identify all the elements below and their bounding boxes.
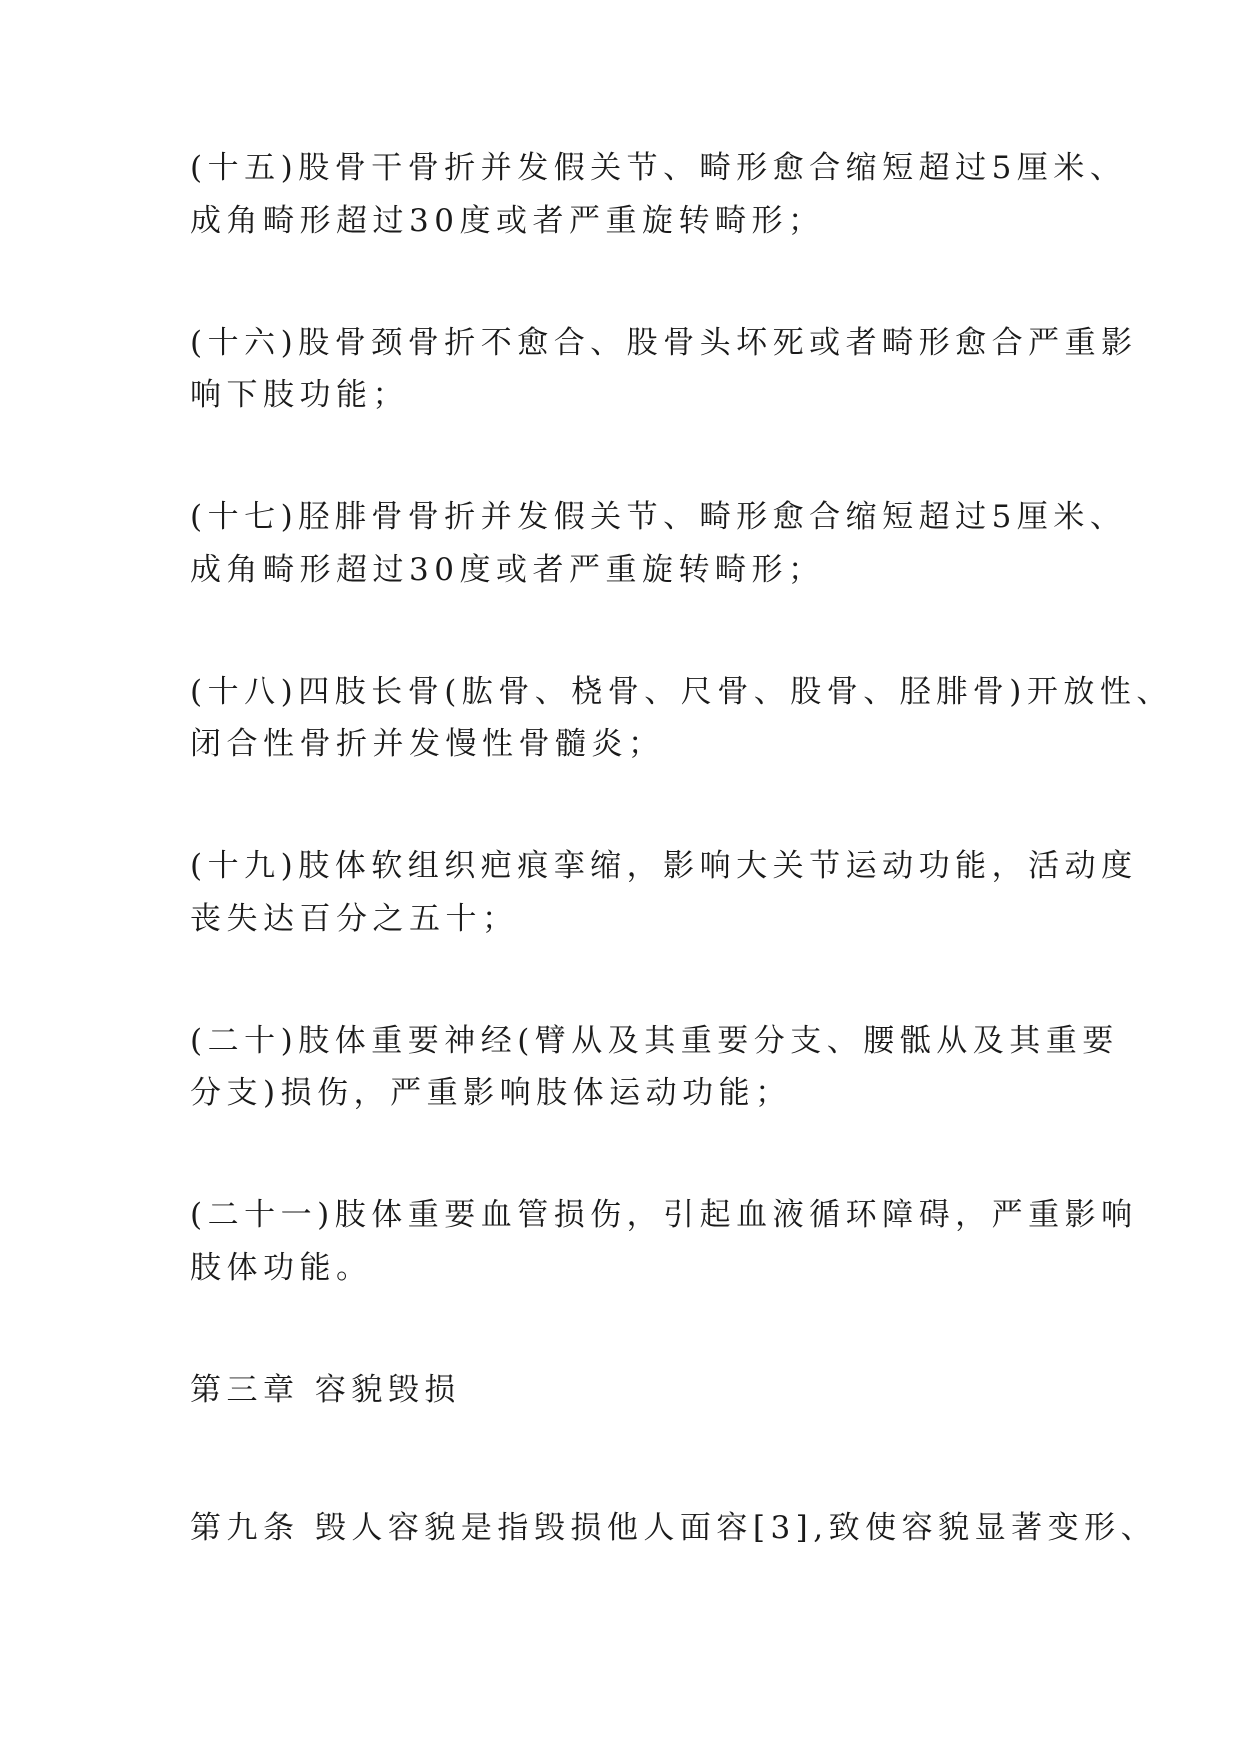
item-15-line-2: 成角畸形超过30度或者严重旋转畸形； <box>190 203 825 239</box>
article-9-line-1: 第九条 毁人容貌是指毁损他人面容[3],致使容貌显著变形、 <box>190 1510 1158 1546</box>
item-18-line-1: (十八)四肢长骨(肱骨、桡骨、尺骨、股骨、胫腓骨)开放性、 <box>190 674 1173 710</box>
item-17-line-1: (十七)胫腓骨骨折并发假关节、畸形愈合缩短超过5厘米、 <box>190 499 1127 535</box>
item-20-line-2: 分支)损伤，严重影响肢体运动功能； <box>190 1075 792 1111</box>
item-18-line-2: 闭合性骨折并发慢性骨髓炎； <box>190 726 665 762</box>
item-16-line-1: (十六)股骨颈骨折不愈合、股骨头坏死或者畸形愈合严重影 <box>190 325 1138 361</box>
item-16-line-2: 响下肢功能； <box>190 377 409 413</box>
item-17-line-2: 成角畸形超过30度或者严重旋转畸形； <box>190 552 825 588</box>
item-20-line-1: (二十)肢体重要神经(臂从及其重要分支、腰骶从及其重要 <box>190 1023 1119 1059</box>
item-15-line-1: (十五)股骨干骨折并发假关节、畸形愈合缩短超过5厘米、 <box>190 150 1127 186</box>
item-21-line-2: 肢体功能。 <box>190 1250 373 1286</box>
chapter-heading: 第三章 容貌毁损 <box>190 1372 461 1408</box>
item-21-line-1: (二十一)肢体重要血管损伤，引起血液循环障碍，严重影响 <box>190 1197 1138 1233</box>
item-19-line-1: (十九)肢体软组织疤痕挛缩，影响大关节运动功能，活动度 <box>190 848 1138 884</box>
item-19-line-2: 丧失达百分之五十； <box>190 901 519 937</box>
